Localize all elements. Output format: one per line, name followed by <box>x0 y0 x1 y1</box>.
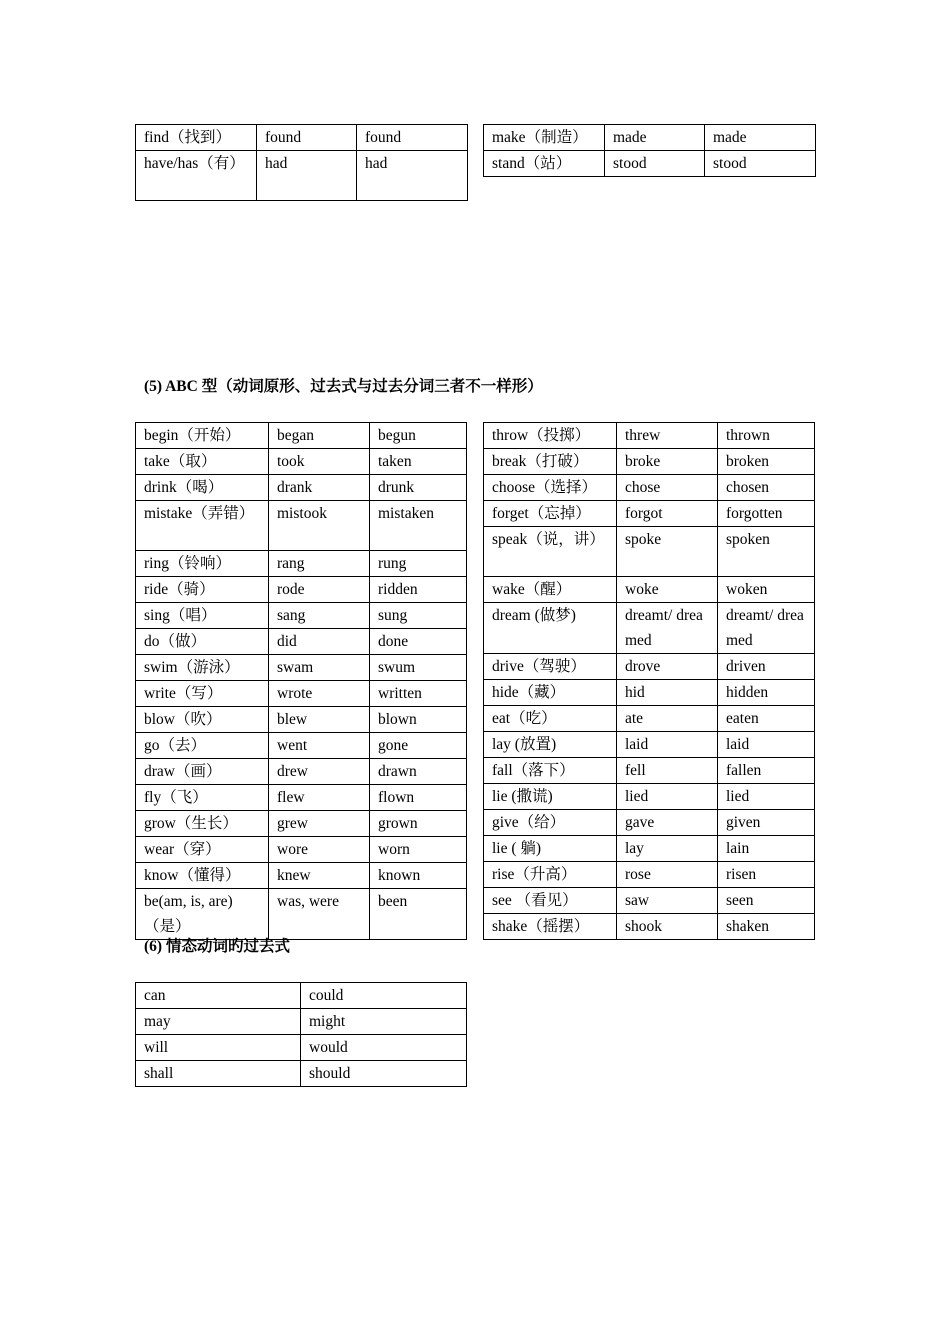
table-row <box>136 629 467 655</box>
table-row <box>484 706 815 732</box>
table-row <box>136 577 467 603</box>
table-cell: eaten <box>718 706 815 732</box>
abc-right-verb-table <box>483 422 815 940</box>
table-row <box>484 475 815 501</box>
table-cell: began <box>269 423 370 449</box>
table-cell: wake（醒） <box>484 577 617 603</box>
table-cell: thrown <box>718 423 815 449</box>
table-row <box>136 151 468 201</box>
table-cell: give（给） <box>484 810 617 836</box>
table-row <box>136 889 467 940</box>
table-row <box>136 811 467 837</box>
table-row <box>484 914 815 940</box>
table-cell: driven <box>718 654 815 680</box>
table-row <box>136 707 467 733</box>
table-cell: written <box>370 681 467 707</box>
table-cell: woken <box>718 577 815 603</box>
table-cell: laid <box>718 732 815 758</box>
table-cell: should <box>301 1061 467 1087</box>
table-cell: lie (撒谎) <box>484 784 617 810</box>
table-cell: drive（驾驶） <box>484 654 617 680</box>
table-cell: write（写） <box>136 681 269 707</box>
table-cell: stood <box>705 151 816 177</box>
table-cell: saw <box>617 888 718 914</box>
table-row <box>136 681 467 707</box>
table-row <box>484 654 815 680</box>
table-cell: blew <box>269 707 370 733</box>
table-cell: hid <box>617 680 718 706</box>
table-cell: dream (做梦) <box>484 603 617 654</box>
table-cell: see （看见） <box>484 888 617 914</box>
table-cell: sung <box>370 603 467 629</box>
table-row <box>136 863 467 889</box>
table-cell: swim（游泳） <box>136 655 269 681</box>
table-cell: grew <box>269 811 370 837</box>
table-cell: swam <box>269 655 370 681</box>
table-cell: eat（吃） <box>484 706 617 732</box>
table-row <box>136 423 467 449</box>
table-cell: taken <box>370 449 467 475</box>
table-cell: blown <box>370 707 467 733</box>
table-cell: fall（落下） <box>484 758 617 784</box>
table-cell: forgot <box>617 501 718 527</box>
table-row <box>484 501 815 527</box>
table-row <box>136 655 467 681</box>
table-cell: lie ( 躺) <box>484 836 617 862</box>
table-cell: lied <box>718 784 815 810</box>
table-cell: drunk <box>370 475 467 501</box>
table-cell: mistook <box>269 501 370 551</box>
table-cell: will <box>136 1035 301 1061</box>
section5-heading: (5) ABC 型（动词原形、过去式与过去分词三者不一样形） <box>144 378 543 395</box>
table-cell: fell <box>617 758 718 784</box>
top-left-verb-table <box>135 124 468 201</box>
table-row <box>136 1009 467 1035</box>
table-cell: make（制造） <box>484 125 605 151</box>
table-row <box>484 758 815 784</box>
table-row <box>136 125 468 151</box>
table-cell: took <box>269 449 370 475</box>
table-cell: drove <box>617 654 718 680</box>
table-cell: hidden <box>718 680 815 706</box>
table-cell: was, were <box>269 889 370 940</box>
table-cell: spoke <box>617 527 718 577</box>
table-row <box>136 1035 467 1061</box>
table-cell: may <box>136 1009 301 1035</box>
table-cell: forgotten <box>718 501 815 527</box>
table-cell: flown <box>370 785 467 811</box>
section6-heading: (6) 情态动词旳过去式 <box>144 938 290 955</box>
table-cell: worn <box>370 837 467 863</box>
table-cell: rung <box>370 551 467 577</box>
table-cell: could <box>301 983 467 1009</box>
table-row <box>136 551 467 577</box>
table-cell: speak（说，讲） <box>484 527 617 577</box>
table-cell: fly（飞） <box>136 785 269 811</box>
table-cell: lay <box>617 836 718 862</box>
table-row <box>136 733 467 759</box>
table-cell: threw <box>617 423 718 449</box>
table-cell: had <box>357 151 468 201</box>
table-row <box>484 449 815 475</box>
table-cell: fallen <box>718 758 815 784</box>
table-cell: throw（投掷） <box>484 423 617 449</box>
table-cell: ring（铃响） <box>136 551 269 577</box>
table-cell: did <box>269 629 370 655</box>
table-cell: shook <box>617 914 718 940</box>
table-cell: seen <box>718 888 815 914</box>
table-row <box>136 449 467 475</box>
table-cell: take（取） <box>136 449 269 475</box>
table-cell: wore <box>269 837 370 863</box>
table-cell: go（去） <box>136 733 269 759</box>
table-row <box>136 475 467 501</box>
table-cell: ride（骑） <box>136 577 269 603</box>
table-cell: hide（藏） <box>484 680 617 706</box>
table-cell: have/has（有） <box>136 151 257 201</box>
table-cell: dreamt/ dreamed <box>718 603 815 654</box>
table-cell: shake（摇摆） <box>484 914 617 940</box>
table-cell: broke <box>617 449 718 475</box>
table-row <box>136 603 467 629</box>
table-cell: knew <box>269 863 370 889</box>
table-cell: woke <box>617 577 718 603</box>
table-cell: went <box>269 733 370 759</box>
table-cell: do（做） <box>136 629 269 655</box>
table-cell: choose（选择） <box>484 475 617 501</box>
table-cell: sing（唱） <box>136 603 269 629</box>
table-cell: given <box>718 810 815 836</box>
table-cell: chose <box>617 475 718 501</box>
table-cell: drank <box>269 475 370 501</box>
table-cell: draw（画） <box>136 759 269 785</box>
table-row <box>484 125 816 151</box>
top-right-verb-table <box>483 124 816 177</box>
table-row <box>484 836 815 862</box>
table-cell: ate <box>617 706 718 732</box>
table-cell: lied <box>617 784 718 810</box>
table-row <box>136 983 467 1009</box>
table-cell: done <box>370 629 467 655</box>
table-row <box>484 680 815 706</box>
table-cell: had <box>257 151 357 201</box>
table-cell: gone <box>370 733 467 759</box>
table-row <box>484 603 815 654</box>
table-cell: rang <box>269 551 370 577</box>
abc-left-verb-table <box>135 422 467 940</box>
table-cell: chosen <box>718 475 815 501</box>
table-cell: might <box>301 1009 467 1035</box>
table-row <box>484 732 815 758</box>
table-row <box>136 837 467 863</box>
table-row <box>484 862 815 888</box>
table-row <box>136 501 467 551</box>
table-cell: found <box>357 125 468 151</box>
table-cell: drew <box>269 759 370 785</box>
table-cell: made <box>705 125 816 151</box>
table-cell: shaken <box>718 914 815 940</box>
table-cell: found <box>257 125 357 151</box>
table-cell: swum <box>370 655 467 681</box>
table-cell: gave <box>617 810 718 836</box>
table-cell: mistake（弄错） <box>136 501 269 551</box>
table-cell: been <box>370 889 467 940</box>
table-cell: can <box>136 983 301 1009</box>
modal-verb-table <box>135 982 467 1087</box>
table-cell: broken <box>718 449 815 475</box>
table-cell: risen <box>718 862 815 888</box>
table-cell: drawn <box>370 759 467 785</box>
table-cell: stood <box>605 151 705 177</box>
table-cell: shall <box>136 1061 301 1087</box>
table-cell: begun <box>370 423 467 449</box>
table-cell: grow（生长） <box>136 811 269 837</box>
table-cell: drink（喝） <box>136 475 269 501</box>
table-cell: mistaken <box>370 501 467 551</box>
table-cell: known <box>370 863 467 889</box>
table-row <box>484 527 815 577</box>
table-cell: stand（站） <box>484 151 605 177</box>
table-cell: lain <box>718 836 815 862</box>
table-row <box>484 577 815 603</box>
table-cell: ridden <box>370 577 467 603</box>
table-cell: sang <box>269 603 370 629</box>
table-row <box>484 888 815 914</box>
table-cell: dreamt/ dreamed <box>617 603 718 654</box>
table-cell: forget（忘掉） <box>484 501 617 527</box>
table-cell: rose <box>617 862 718 888</box>
table-cell: grown <box>370 811 467 837</box>
table-row <box>484 423 815 449</box>
table-cell: spoken <box>718 527 815 577</box>
table-cell: know（懂得） <box>136 863 269 889</box>
table-cell: flew <box>269 785 370 811</box>
table-cell: be(am, is, are)（是） <box>136 889 269 940</box>
table-row <box>484 810 815 836</box>
table-cell: blow（吹） <box>136 707 269 733</box>
table-cell: begin（开始） <box>136 423 269 449</box>
table-row <box>136 759 467 785</box>
table-cell: wrote <box>269 681 370 707</box>
table-cell: rode <box>269 577 370 603</box>
table-row <box>484 151 816 177</box>
table-cell: laid <box>617 732 718 758</box>
table-row <box>136 785 467 811</box>
table-cell: rise（升高） <box>484 862 617 888</box>
table-cell: would <box>301 1035 467 1061</box>
table-cell: lay (放置) <box>484 732 617 758</box>
table-cell: find（找到） <box>136 125 257 151</box>
table-cell: break（打破） <box>484 449 617 475</box>
table-row <box>136 1061 467 1087</box>
table-row <box>484 784 815 810</box>
table-cell: wear（穿） <box>136 837 269 863</box>
table-cell: made <box>605 125 705 151</box>
